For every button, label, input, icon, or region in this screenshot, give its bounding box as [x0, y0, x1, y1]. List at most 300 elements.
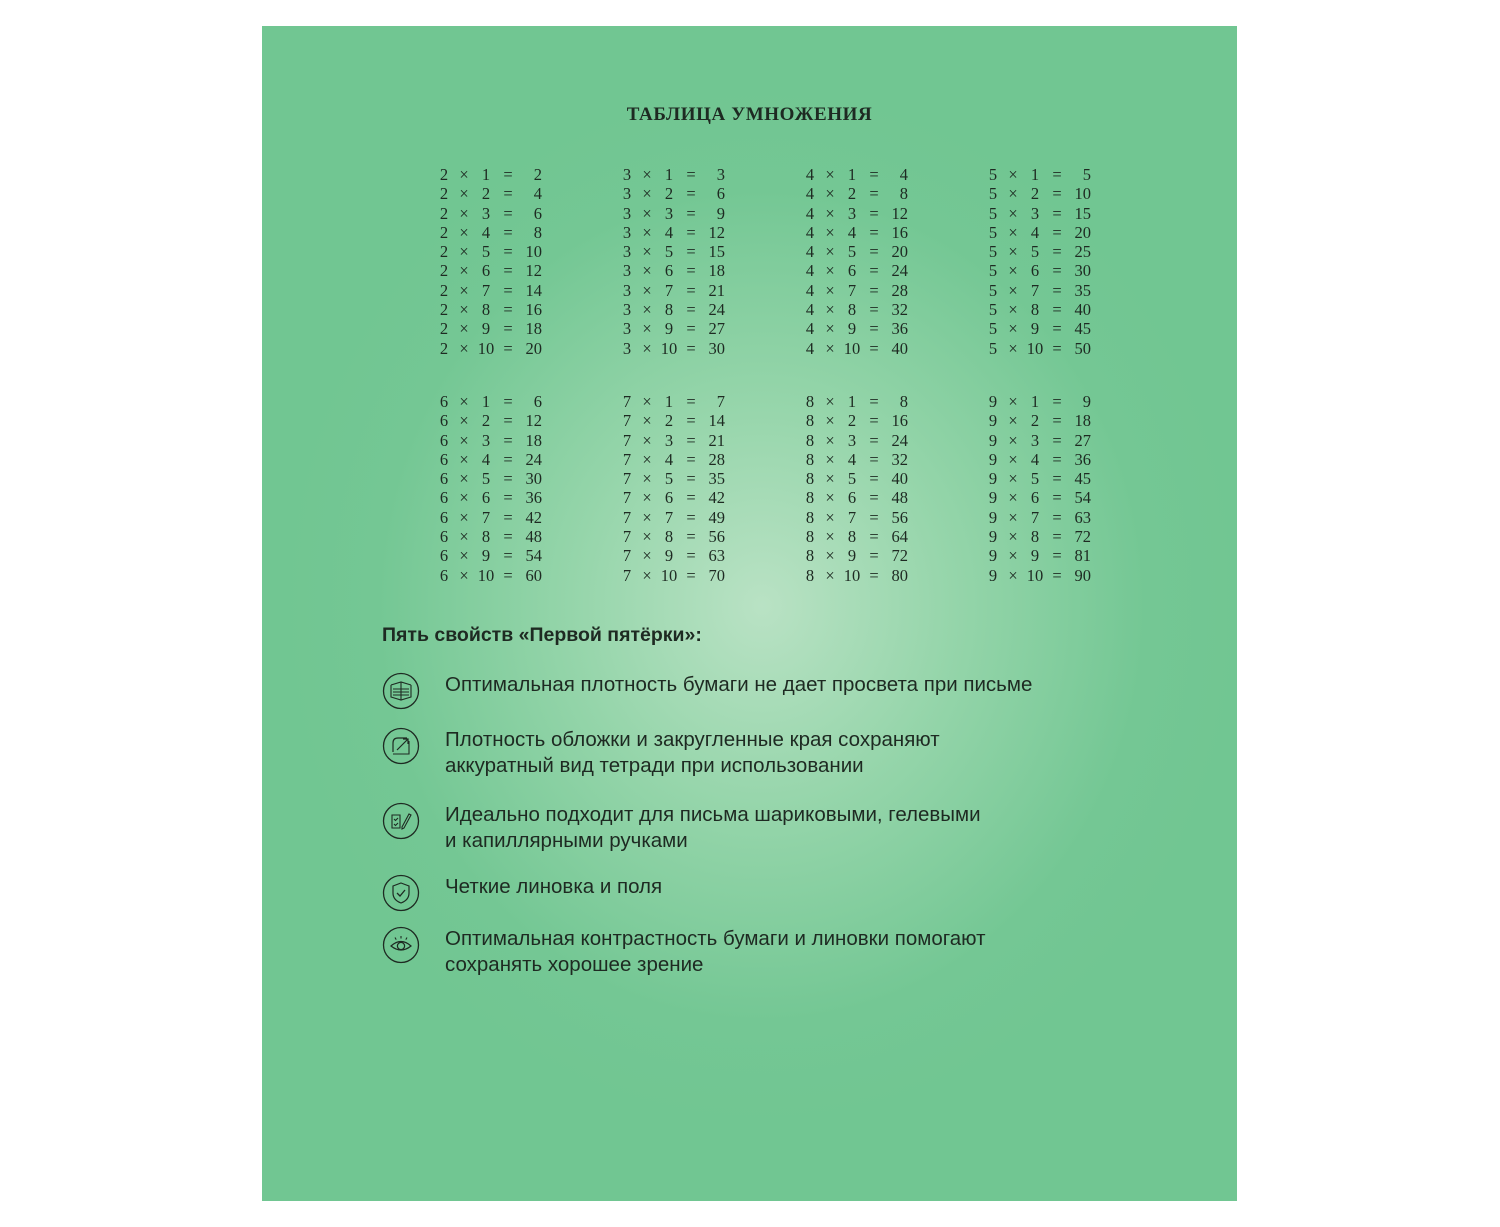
product: 16 [891, 222, 908, 242]
equals-sign: = [503, 449, 513, 469]
equals-sign: = [1052, 430, 1062, 450]
property-text [445, 672, 1105, 698]
multiplicand: 7 [622, 565, 632, 585]
table-row [804, 184, 914, 203]
multiplicand: 7 [622, 430, 632, 450]
multiplicand: 4 [805, 300, 815, 320]
multiplicand: 2 [439, 165, 449, 184]
times-sign: × [1008, 507, 1018, 527]
times-sign: × [642, 488, 652, 508]
multiplier: 2 [847, 411, 857, 431]
times-sign: × [642, 546, 652, 566]
multiplicand: 9 [988, 392, 998, 411]
multiplicand: 8 [805, 411, 815, 431]
table-row [438, 392, 548, 411]
table-row [987, 450, 1097, 469]
times-sign: × [825, 430, 835, 450]
product: 24 [891, 261, 908, 281]
equals-sign: = [686, 203, 696, 223]
equals-sign: = [503, 469, 513, 489]
multiplier: 3 [847, 203, 857, 223]
multiplier: 9 [664, 546, 674, 566]
multiplier: 6 [664, 261, 674, 281]
multiplication-table [987, 392, 1097, 585]
table-row [621, 184, 731, 203]
product: 7 [716, 392, 725, 411]
times-sign: × [642, 565, 652, 585]
product: 56 [708, 527, 725, 547]
multiplicand: 2 [439, 261, 449, 281]
times-sign: × [825, 527, 835, 547]
equals-sign: = [1052, 469, 1062, 489]
multiplier: 8 [481, 300, 491, 320]
times-sign: × [642, 319, 652, 339]
multiplier: 2 [1030, 411, 1040, 431]
table-row [438, 546, 548, 565]
multiplier: 7 [481, 507, 491, 527]
times-sign: × [1008, 184, 1018, 204]
product: 16 [891, 411, 908, 431]
multiplicand: 6 [439, 546, 449, 566]
multiplier: 1 [1030, 392, 1040, 411]
times-sign: × [642, 430, 652, 450]
table-row [438, 566, 548, 585]
equals-sign: = [503, 242, 513, 262]
equals-sign: = [686, 319, 696, 339]
product: 48 [891, 488, 908, 508]
table-row [621, 546, 731, 565]
table-row [621, 281, 731, 300]
table-row [804, 508, 914, 527]
times-sign: × [1008, 527, 1018, 547]
product: 24 [525, 449, 542, 469]
multiplier: 10 [477, 565, 495, 585]
multiplicand: 8 [805, 565, 815, 585]
multiplier: 8 [1030, 527, 1040, 547]
product: 20 [1074, 222, 1091, 242]
table-row [438, 319, 548, 338]
times-sign: × [1008, 242, 1018, 262]
product: 45 [1074, 319, 1091, 339]
multiplicand: 6 [439, 392, 449, 411]
property-line: сохранять хорошее зрение [445, 952, 704, 976]
multiplier: 6 [664, 488, 674, 508]
equals-sign: = [1052, 449, 1062, 469]
multiplicand: 3 [622, 203, 632, 223]
times-sign: × [459, 430, 469, 450]
times-sign: × [1008, 300, 1018, 320]
multiplier: 7 [1030, 280, 1040, 300]
multiplier: 2 [481, 411, 491, 431]
product: 30 [1074, 261, 1091, 281]
multiplier: 5 [481, 469, 491, 489]
multiplier: 10 [477, 338, 495, 358]
table-row [987, 281, 1097, 300]
times-sign: × [459, 338, 469, 358]
multiplication-table [621, 392, 731, 585]
equals-sign: = [503, 222, 513, 242]
times-sign: × [1008, 392, 1018, 411]
equals-sign: = [869, 242, 879, 262]
multiplicand: 6 [439, 488, 449, 508]
times-sign: × [825, 449, 835, 469]
multiplicand: 2 [439, 222, 449, 242]
multiplicand: 9 [988, 488, 998, 508]
table-row [438, 204, 548, 223]
multiplication-table [438, 392, 548, 585]
table-row [621, 204, 731, 223]
multiplicand: 4 [805, 184, 815, 204]
multiplier: 1 [481, 392, 491, 411]
multiplicand: 4 [805, 280, 815, 300]
multiplier: 9 [847, 319, 857, 339]
table-row [987, 339, 1097, 358]
product: 42 [525, 507, 542, 527]
table-row [804, 469, 914, 488]
table-row [621, 566, 731, 585]
table-row [438, 431, 548, 450]
multiplier: 7 [1030, 507, 1040, 527]
multiplicand: 8 [805, 546, 815, 566]
eye-icon [382, 926, 420, 964]
multiplier: 5 [664, 242, 674, 262]
times-sign: × [459, 242, 469, 262]
multiplier: 5 [847, 242, 857, 262]
equals-sign: = [1052, 261, 1062, 281]
table-row [987, 431, 1097, 450]
product: 72 [891, 546, 908, 566]
times-sign: × [1008, 280, 1018, 300]
equals-sign: = [686, 546, 696, 566]
times-sign: × [825, 165, 835, 184]
equals-sign: = [686, 565, 696, 585]
table-row [621, 319, 731, 338]
times-sign: × [825, 280, 835, 300]
pen-checklist-icon [382, 802, 420, 840]
times-sign: × [1008, 449, 1018, 469]
table-row [438, 411, 548, 430]
equals-sign: = [1052, 300, 1062, 320]
multiplier: 1 [664, 392, 674, 411]
product: 9 [1082, 392, 1091, 411]
multiplicand: 4 [805, 319, 815, 339]
times-sign: × [642, 280, 652, 300]
times-sign: × [642, 203, 652, 223]
times-sign: × [642, 469, 652, 489]
times-sign: × [642, 338, 652, 358]
product: 14 [708, 411, 725, 431]
times-sign: × [459, 184, 469, 204]
multiplicand: 5 [988, 261, 998, 281]
times-sign: × [825, 565, 835, 585]
equals-sign: = [1052, 222, 1062, 242]
table-row [438, 165, 548, 184]
table-row [804, 431, 914, 450]
multiplier: 5 [664, 469, 674, 489]
table-row [621, 488, 731, 507]
table-row [987, 242, 1097, 261]
times-sign: × [459, 222, 469, 242]
equals-sign: = [1052, 338, 1062, 358]
multiplier: 10 [843, 338, 861, 358]
table-row [804, 281, 914, 300]
product: 25 [1074, 242, 1091, 262]
multiplicand: 5 [988, 338, 998, 358]
multiplier: 7 [847, 507, 857, 527]
times-sign: × [642, 507, 652, 527]
multiplier: 5 [481, 242, 491, 262]
times-sign: × [1008, 338, 1018, 358]
multiplicand: 6 [439, 565, 449, 585]
product: 8 [533, 222, 542, 242]
times-sign: × [459, 411, 469, 431]
multiplicand: 2 [439, 319, 449, 339]
multiplier: 6 [1030, 261, 1040, 281]
equals-sign: = [1052, 203, 1062, 223]
times-sign: × [459, 319, 469, 339]
product: 21 [708, 280, 725, 300]
shield-check-icon [382, 874, 420, 912]
property-text [445, 926, 1105, 977]
table-row [804, 546, 914, 565]
equals-sign: = [869, 449, 879, 469]
times-sign: × [459, 527, 469, 547]
multiplicand: 3 [622, 261, 632, 281]
times-sign: × [1008, 488, 1018, 508]
property-line: аккуратный вид тетради при использовании [445, 753, 864, 777]
multiplicand: 2 [439, 203, 449, 223]
table-row [438, 242, 548, 261]
product: 81 [1074, 546, 1091, 566]
multiplier: 8 [481, 527, 491, 547]
product: 18 [525, 319, 542, 339]
multiplicand: 5 [988, 242, 998, 262]
equals-sign: = [869, 184, 879, 204]
table-row [438, 300, 548, 319]
multiplier: 8 [847, 300, 857, 320]
product: 10 [1074, 184, 1091, 204]
times-sign: × [1008, 319, 1018, 339]
times-sign: × [459, 300, 469, 320]
table-row [621, 411, 731, 430]
multiplier: 6 [481, 488, 491, 508]
table-row [621, 300, 731, 319]
product: 45 [1074, 469, 1091, 489]
multiplicand: 2 [439, 338, 449, 358]
property-line: Плотность обложки и закругленные края сохраняют [445, 728, 940, 751]
equals-sign: = [686, 488, 696, 508]
equals-sign: = [1052, 507, 1062, 527]
multiplier: 3 [1030, 203, 1040, 223]
equals-sign: = [503, 165, 513, 184]
multiplier: 1 [1030, 165, 1040, 184]
product: 70 [708, 565, 725, 585]
product: 32 [891, 449, 908, 469]
multiplicand: 3 [622, 338, 632, 358]
times-sign: × [642, 300, 652, 320]
table-row [621, 469, 731, 488]
table-row [987, 508, 1097, 527]
multiplicand: 7 [622, 546, 632, 566]
multiplicand: 9 [988, 411, 998, 431]
multiplier: 2 [664, 184, 674, 204]
multiplicand: 5 [988, 300, 998, 320]
multiplier: 6 [481, 261, 491, 281]
table-row [987, 165, 1097, 184]
equals-sign: = [503, 338, 513, 358]
equals-sign: = [686, 430, 696, 450]
table-row [987, 469, 1097, 488]
table-row [804, 488, 914, 507]
times-sign: × [459, 392, 469, 411]
table-row [987, 223, 1097, 242]
multiplicand: 9 [988, 430, 998, 450]
equals-sign: = [869, 165, 879, 184]
multiplicand: 6 [439, 527, 449, 547]
table-row [987, 566, 1097, 585]
product: 42 [708, 488, 725, 508]
multiplier: 10 [1026, 338, 1044, 358]
product: 48 [525, 527, 542, 547]
table-row [621, 508, 731, 527]
equals-sign: = [686, 261, 696, 281]
product: 36 [891, 319, 908, 339]
times-sign: × [459, 469, 469, 489]
multiplier: 10 [660, 565, 678, 585]
table-row [987, 184, 1097, 203]
table-row [621, 527, 731, 546]
property-line: Оптимальная плотность бумаги не дает просвета при письме [445, 673, 1033, 696]
equals-sign: = [869, 300, 879, 320]
property-line: Идеально подходит для письма шариковыми, гелевыми [445, 803, 981, 826]
times-sign: × [642, 392, 652, 411]
equals-sign: = [503, 203, 513, 223]
properties-heading: Пять свойств «Первой пятёрки»: [382, 624, 702, 646]
multiplication-table [804, 392, 914, 585]
product: 32 [891, 300, 908, 320]
multiplicand: 9 [988, 449, 998, 469]
product: 90 [1074, 565, 1091, 585]
times-sign: × [459, 280, 469, 300]
product: 12 [525, 411, 542, 431]
times-sign: × [825, 338, 835, 358]
product: 64 [891, 527, 908, 547]
page-title: ТАБЛИЦА УМНОЖЕНИЯ [626, 104, 873, 125]
table-row [804, 411, 914, 430]
multiplier: 7 [664, 507, 674, 527]
equals-sign: = [686, 507, 696, 527]
multiplier: 2 [481, 184, 491, 204]
product: 6 [533, 203, 542, 223]
table-row [987, 300, 1097, 319]
equals-sign: = [686, 184, 696, 204]
times-sign: × [1008, 546, 1018, 566]
table-row [987, 392, 1097, 411]
property-line: Четкие линовка и поля [445, 875, 663, 898]
multiplicand: 4 [805, 242, 815, 262]
product: 9 [716, 203, 725, 223]
product: 54 [525, 546, 542, 566]
multiplication-table [438, 165, 548, 358]
multiplier: 8 [664, 300, 674, 320]
product: 63 [1074, 507, 1091, 527]
multiplicand: 6 [439, 430, 449, 450]
equals-sign: = [503, 392, 513, 411]
times-sign: × [825, 488, 835, 508]
multiplier: 3 [481, 203, 491, 223]
table-row [438, 469, 548, 488]
product: 6 [716, 184, 725, 204]
multiplier: 6 [847, 488, 857, 508]
property-text [445, 727, 1105, 778]
product: 72 [1074, 527, 1091, 547]
table-row [804, 223, 914, 242]
multiplicand: 6 [439, 469, 449, 489]
table-row [804, 450, 914, 469]
equals-sign: = [686, 242, 696, 262]
multiplication-table [621, 165, 731, 358]
multiplicand: 7 [622, 527, 632, 547]
multiplicand: 5 [988, 203, 998, 223]
property-line: Оптимальная контрастность бумаги и линовки помогают [445, 927, 986, 950]
equals-sign: = [869, 280, 879, 300]
product: 6 [533, 392, 542, 411]
product: 27 [1074, 430, 1091, 450]
product: 16 [525, 300, 542, 320]
times-sign: × [642, 261, 652, 281]
equals-sign: = [686, 392, 696, 411]
table-row [438, 508, 548, 527]
multiplicand: 3 [622, 165, 632, 184]
table-row [438, 527, 548, 546]
equals-sign: = [869, 319, 879, 339]
multiplier: 10 [1026, 565, 1044, 585]
equals-sign: = [503, 488, 513, 508]
multiplier: 9 [664, 319, 674, 339]
equals-sign: = [503, 565, 513, 585]
multiplier: 3 [481, 430, 491, 450]
product: 8 [899, 184, 908, 204]
multiplicand: 2 [439, 300, 449, 320]
table-row [804, 566, 914, 585]
product: 35 [1074, 280, 1091, 300]
table-row [438, 488, 548, 507]
equals-sign: = [869, 203, 879, 223]
product: 12 [525, 261, 542, 281]
equals-sign: = [503, 507, 513, 527]
table-row [621, 392, 731, 411]
table-row [438, 281, 548, 300]
multiplier: 9 [481, 546, 491, 566]
multiplicand: 3 [622, 319, 632, 339]
rounded-corner-icon [382, 727, 420, 765]
table-row [804, 242, 914, 261]
multiplication-table [987, 165, 1097, 358]
equals-sign: = [1052, 565, 1062, 585]
product: 27 [708, 319, 725, 339]
multiplicand: 9 [988, 469, 998, 489]
multiplier: 2 [664, 411, 674, 431]
table-row [438, 261, 548, 280]
multiplicand: 3 [622, 280, 632, 300]
multiplicand: 4 [805, 261, 815, 281]
equals-sign: = [869, 392, 879, 411]
multiplier: 4 [847, 449, 857, 469]
multiplicand: 5 [988, 319, 998, 339]
times-sign: × [459, 546, 469, 566]
product: 14 [525, 280, 542, 300]
paper-density-icon [382, 672, 420, 710]
